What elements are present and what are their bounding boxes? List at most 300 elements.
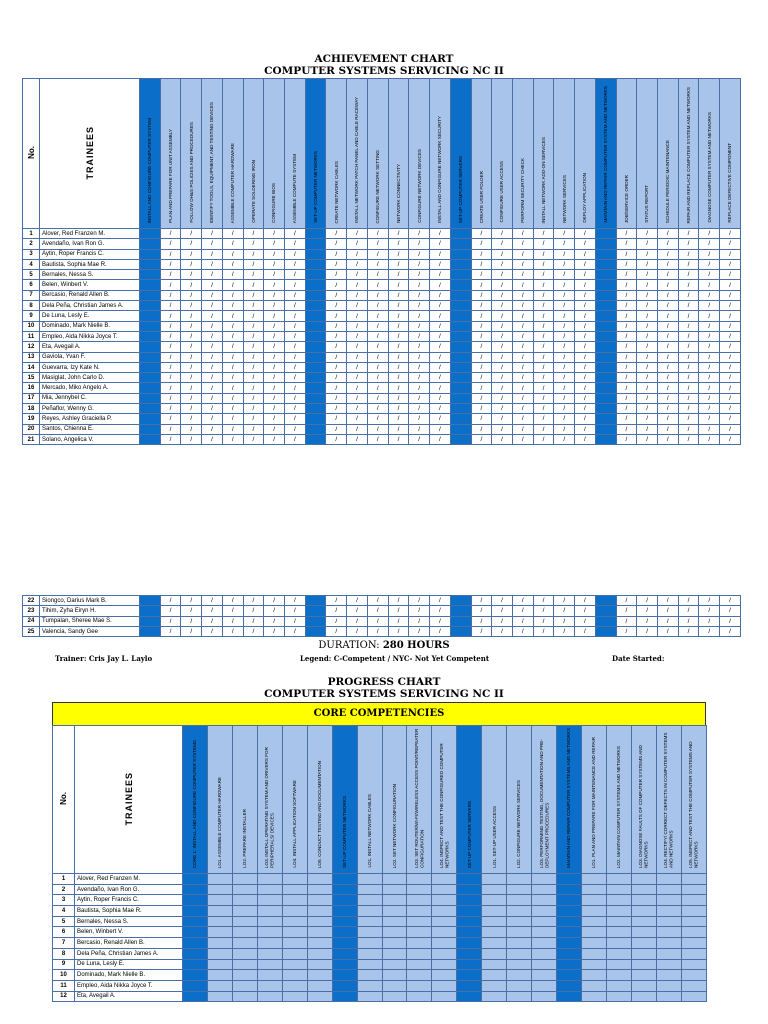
column-header (681, 726, 706, 874)
mark-cell: / (492, 414, 513, 424)
mark-cell (282, 970, 307, 981)
mark-cell: / (512, 249, 533, 259)
trainee-row (53, 970, 707, 981)
column-header (307, 726, 332, 874)
mark-cell (232, 895, 257, 906)
mark-cell (532, 884, 557, 895)
mark-cell: / (720, 393, 741, 403)
mark-cell: / (202, 331, 223, 341)
mark-cell: / (554, 259, 575, 269)
trainee-row (23, 616, 741, 626)
trainee-number: 22 (23, 596, 40, 606)
mark-cell: / (347, 290, 368, 300)
trainee-number: 8 (23, 301, 40, 311)
mark-cell (257, 927, 282, 938)
mark-cell (507, 916, 532, 927)
mark-cell (482, 874, 507, 885)
mark-cell: / (554, 373, 575, 383)
mark-cell (482, 959, 507, 970)
mark-cell: / (388, 229, 409, 239)
mark-cell: / (575, 373, 596, 383)
header-trainees (40, 79, 140, 229)
mark-cell: / (492, 434, 513, 444)
competency-cell (450, 321, 471, 331)
mark-cell: / (202, 311, 223, 321)
competency-cell (183, 959, 208, 970)
mark-cell: / (430, 626, 451, 636)
column-header (332, 726, 357, 874)
mark-cell (606, 948, 631, 959)
competency-cell (140, 270, 161, 280)
column-header (222, 79, 243, 229)
achievement-subtitle: COMPUTER SYSTEMS SERVICING NC II (264, 65, 504, 77)
mark-cell: / (243, 239, 264, 249)
progress-subtitle: COMPUTER SYSTEMS SERVICING NC II (264, 688, 504, 700)
column-header-label: INSTALL NETWORK PATCH PANEL AND CABLE RACEWAY (354, 97, 360, 223)
competency-cell (305, 606, 326, 616)
trainee-row (23, 414, 741, 424)
mark-cell: / (285, 626, 306, 636)
mark-cell (606, 991, 631, 1002)
mark-cell: / (575, 424, 596, 434)
mark-cell (532, 874, 557, 885)
trainee-name: Dela Peña, Christian James A. (75, 948, 183, 959)
mark-cell: / (222, 404, 243, 414)
column-header (606, 726, 631, 874)
mark-cell: / (533, 311, 554, 321)
mark-cell: / (678, 596, 699, 606)
mark-cell (631, 874, 656, 885)
mark-cell: / (388, 424, 409, 434)
mark-cell: / (492, 383, 513, 393)
mark-cell: / (678, 280, 699, 290)
mark-cell (282, 948, 307, 959)
mark-cell: / (512, 342, 533, 352)
competency-cell (305, 626, 326, 636)
competency-cell (557, 938, 582, 949)
mark-cell: / (657, 342, 678, 352)
mark-cell (582, 906, 607, 917)
mark-cell: / (616, 301, 637, 311)
competency-cell (183, 938, 208, 949)
trainee-number: 10 (23, 321, 40, 331)
mark-cell: / (657, 626, 678, 636)
trainee-number: 5 (53, 916, 75, 927)
mark-cell: / (575, 342, 596, 352)
mark-cell (432, 884, 457, 895)
mark-cell (681, 895, 706, 906)
mark-cell: / (575, 311, 596, 321)
competency-cell (305, 404, 326, 414)
mark-cell (507, 980, 532, 991)
header-trainees (75, 726, 183, 874)
competency-cell (450, 404, 471, 414)
mark-cell: / (720, 259, 741, 269)
mark-cell: / (657, 373, 678, 383)
mark-cell: / (492, 352, 513, 362)
column-header (554, 79, 575, 229)
mark-cell: / (616, 596, 637, 606)
mark-cell: / (243, 434, 264, 444)
mark-cell (257, 980, 282, 991)
mark-cell: / (720, 414, 741, 424)
mark-cell: / (720, 290, 741, 300)
trainee-number: 15 (23, 373, 40, 383)
column-header (232, 726, 257, 874)
trainee-name: Dela Peña, Christian James A. (40, 301, 140, 311)
trainee-number: 7 (53, 938, 75, 949)
column-header (482, 726, 507, 874)
mark-cell: / (533, 362, 554, 372)
mark-cell: / (637, 414, 658, 424)
mark-cell (681, 874, 706, 885)
mark-cell: / (367, 362, 388, 372)
mark-cell: / (243, 596, 264, 606)
column-header (507, 726, 532, 874)
mark-cell: / (637, 404, 658, 414)
column-header (582, 726, 607, 874)
mark-cell (382, 884, 407, 895)
column-header (575, 79, 596, 229)
mark-cell: / (492, 290, 513, 300)
mark-cell: / (243, 352, 264, 362)
competency-cell (595, 616, 616, 626)
mark-cell: / (181, 393, 202, 403)
trainee-name: Dominado, Mark Nielle B. (75, 970, 183, 981)
mark-cell: / (388, 311, 409, 321)
mark-cell: / (202, 424, 223, 434)
mark-cell: / (616, 290, 637, 300)
competency-cell (305, 434, 326, 444)
competency-cell (595, 331, 616, 341)
column-header (595, 79, 616, 229)
mark-cell (606, 916, 631, 927)
trainee-number: 4 (23, 259, 40, 269)
trainee-row (23, 606, 741, 616)
competency-cell (140, 414, 161, 424)
mark-cell: / (222, 249, 243, 259)
mark-cell: / (202, 414, 223, 424)
mark-cell: / (160, 626, 181, 636)
mark-cell: / (285, 424, 306, 434)
mark-cell: / (347, 239, 368, 249)
mark-cell (407, 991, 432, 1002)
trainee-row (23, 270, 741, 280)
mark-cell: / (202, 229, 223, 239)
trainee-number: 1 (53, 874, 75, 885)
mark-cell: / (264, 434, 285, 444)
mark-cell: / (409, 249, 430, 259)
competency-cell (450, 301, 471, 311)
mark-cell (656, 895, 681, 906)
mark-cell: / (388, 596, 409, 606)
mark-cell (307, 884, 332, 895)
mark-cell: / (554, 393, 575, 403)
mark-cell: / (616, 424, 637, 434)
trainee-number: 16 (23, 383, 40, 393)
mark-cell: / (326, 342, 347, 352)
mark-cell: / (409, 596, 430, 606)
mark-cell: / (430, 393, 451, 403)
mark-cell: / (616, 229, 637, 239)
mark-cell: / (181, 606, 202, 616)
mark-cell: / (409, 331, 430, 341)
competency-cell (595, 270, 616, 280)
mark-cell (407, 895, 432, 906)
mark-cell: / (616, 362, 637, 372)
trainee-name: Masiglat, John Carlo D. (40, 373, 140, 383)
mark-cell (532, 916, 557, 927)
mark-cell: / (243, 616, 264, 626)
mark-cell: / (326, 239, 347, 249)
competency-cell (595, 404, 616, 414)
column-header (183, 726, 208, 874)
mark-cell: / (512, 383, 533, 393)
mark-cell (482, 884, 507, 895)
mark-cell (432, 948, 457, 959)
mark-cell: / (699, 424, 720, 434)
competency-cell (140, 331, 161, 341)
mark-cell: / (202, 352, 223, 362)
mark-cell: / (181, 311, 202, 321)
competency-cell (140, 239, 161, 249)
competency-cell (305, 596, 326, 606)
column-header-label: ASSEMBLE COMPUTER HARDWARE (230, 142, 236, 223)
competency-cell (140, 301, 161, 311)
mark-cell: / (533, 259, 554, 269)
trainee-number: 9 (23, 311, 40, 321)
mark-cell: / (430, 321, 451, 331)
mark-cell (432, 959, 457, 970)
mark-cell: / (699, 249, 720, 259)
mark-cell: / (678, 616, 699, 626)
trainee-row (23, 280, 741, 290)
competency-cell (557, 874, 582, 885)
mark-cell: / (202, 373, 223, 383)
mark-cell: / (222, 239, 243, 249)
mark-cell (432, 938, 457, 949)
mark-cell: / (367, 290, 388, 300)
trainee-row (23, 434, 741, 444)
competency-cell (305, 270, 326, 280)
mark-cell: / (616, 373, 637, 383)
mark-cell (507, 874, 532, 885)
mark-cell: / (181, 373, 202, 383)
competency-cell (557, 927, 582, 938)
mark-cell: / (202, 249, 223, 259)
column-header-label: LO1. INSTALL NETWORK CABLES (366, 794, 372, 868)
column-header (631, 726, 656, 874)
column-header-label: SET-UP COMPUTER NETWORKS (312, 151, 318, 223)
column-header (450, 79, 471, 229)
mark-cell: / (492, 280, 513, 290)
competency-cell (140, 342, 161, 352)
trainee-row (23, 596, 741, 606)
mark-cell: / (430, 342, 451, 352)
mark-cell: / (533, 373, 554, 383)
mark-cell: / (222, 424, 243, 434)
mark-cell: / (616, 270, 637, 280)
mark-cell: / (285, 393, 306, 403)
competency-cell (332, 927, 357, 938)
mark-cell: / (637, 596, 658, 606)
competency-cell (595, 352, 616, 362)
mark-cell: / (657, 424, 678, 434)
mark-cell: / (616, 331, 637, 341)
competency-cell (450, 352, 471, 362)
competency-cell (557, 991, 582, 1002)
mark-cell: / (657, 259, 678, 269)
trainee-number: 13 (23, 352, 40, 362)
column-header-label: JOB/SERVICE ORDER (623, 174, 629, 223)
mark-cell: / (388, 414, 409, 424)
competency-cell (595, 280, 616, 290)
mark-cell: / (181, 383, 202, 393)
mark-cell: / (533, 383, 554, 393)
mark-cell: / (409, 321, 430, 331)
mark-cell: / (326, 249, 347, 259)
competency-cell (450, 373, 471, 383)
competency-cell (450, 290, 471, 300)
mark-cell: / (326, 321, 347, 331)
mark-cell: / (720, 626, 741, 636)
mark-cell (407, 938, 432, 949)
mark-cell: / (471, 342, 492, 352)
mark-cell: / (202, 434, 223, 444)
competency-cell (140, 383, 161, 393)
mark-cell: / (637, 342, 658, 352)
trainee-name: Empleo, Aida Nikka Joyce T. (75, 980, 183, 991)
competency-cell (450, 259, 471, 269)
mark-cell: / (512, 424, 533, 434)
column-header-label: INSTALL NETWORK ADD-ON SERVICES (540, 136, 546, 223)
mark-cell (232, 980, 257, 991)
mark-cell (606, 927, 631, 938)
mark-cell: / (285, 259, 306, 269)
trainee-row (23, 352, 741, 362)
trainee-number: 11 (23, 331, 40, 341)
mark-cell: / (409, 404, 430, 414)
column-header (282, 726, 307, 874)
competency-cell (305, 373, 326, 383)
mark-cell: / (699, 331, 720, 341)
column-header (140, 79, 161, 229)
mark-cell: / (243, 321, 264, 331)
column-header-label: PERFORM SECURITY CHECK (520, 158, 526, 223)
column-header-label: STATUS REPORT (644, 185, 650, 223)
mark-cell: / (202, 393, 223, 403)
competency-cell (450, 434, 471, 444)
column-header-label: CREATE NETWORK CABLES (333, 160, 339, 223)
competency-cell (305, 229, 326, 239)
mark-cell: / (388, 270, 409, 280)
mark-cell (656, 916, 681, 927)
mark-cell: / (575, 616, 596, 626)
mark-cell: / (699, 321, 720, 331)
mark-cell: / (533, 239, 554, 249)
mark-cell (432, 980, 457, 991)
column-header-label: PLAN AND PREPARE FOR UNIT ASSEMBLY (167, 129, 173, 223)
mark-cell (257, 959, 282, 970)
mark-cell: / (409, 434, 430, 444)
column-header-label: INSTALL AND CONFIGURE COMPUTER SYSTEM (147, 117, 153, 223)
mark-cell (532, 895, 557, 906)
mark-cell (432, 874, 457, 885)
trainee-name: Siongco, Darius Mark B. (40, 596, 140, 606)
mark-cell (282, 906, 307, 917)
trainee-number: 1 (23, 229, 40, 239)
trainee-number: 12 (53, 991, 75, 1002)
mark-cell: / (243, 424, 264, 434)
mark-cell: / (181, 414, 202, 424)
mark-cell (382, 927, 407, 938)
mark-cell: / (657, 393, 678, 403)
mark-cell: / (160, 393, 181, 403)
mark-cell: / (181, 280, 202, 290)
mark-cell: / (326, 393, 347, 403)
mark-cell: / (720, 239, 741, 249)
trainee-row (53, 959, 707, 970)
mark-cell: / (160, 280, 181, 290)
mark-cell: / (202, 259, 223, 269)
mark-cell: / (678, 229, 699, 239)
mark-cell: / (575, 626, 596, 636)
mark-cell: / (554, 414, 575, 424)
column-header (432, 726, 457, 874)
competency-cell (332, 980, 357, 991)
competency-cell (457, 927, 482, 938)
mark-cell: / (678, 270, 699, 280)
mark-cell: / (554, 239, 575, 249)
mark-cell: / (430, 424, 451, 434)
mark-cell: / (388, 383, 409, 393)
mark-cell: / (471, 259, 492, 269)
competency-cell (595, 606, 616, 616)
mark-cell: / (471, 280, 492, 290)
competency-cell (457, 938, 482, 949)
trainee-name: Peñaflor, Wenny G. (40, 404, 140, 414)
mark-cell (482, 927, 507, 938)
mark-cell: / (243, 383, 264, 393)
mark-cell (232, 938, 257, 949)
trainee-number: 2 (23, 239, 40, 249)
column-header (637, 79, 658, 229)
trainee-name: Avendaño, Ivan Ron G. (75, 884, 183, 895)
mark-cell: / (657, 280, 678, 290)
mark-cell: / (533, 270, 554, 280)
column-header (471, 79, 492, 229)
mark-cell: / (554, 362, 575, 372)
mark-cell (357, 884, 382, 895)
mark-cell: / (533, 290, 554, 300)
mark-cell: / (575, 270, 596, 280)
mark-cell: / (471, 352, 492, 362)
mark-cell: / (699, 259, 720, 269)
mark-cell (307, 895, 332, 906)
trainee-name: Bernales, Nessa S. (75, 916, 183, 927)
mark-cell (407, 959, 432, 970)
mark-cell: / (264, 616, 285, 626)
competency-cell (595, 239, 616, 249)
mark-cell: / (222, 373, 243, 383)
mark-cell: / (492, 404, 513, 414)
mark-cell: / (347, 259, 368, 269)
mark-cell: / (512, 239, 533, 249)
mark-cell: / (181, 321, 202, 331)
mark-cell: / (326, 362, 347, 372)
mark-cell: / (388, 362, 409, 372)
mark-cell: / (637, 280, 658, 290)
